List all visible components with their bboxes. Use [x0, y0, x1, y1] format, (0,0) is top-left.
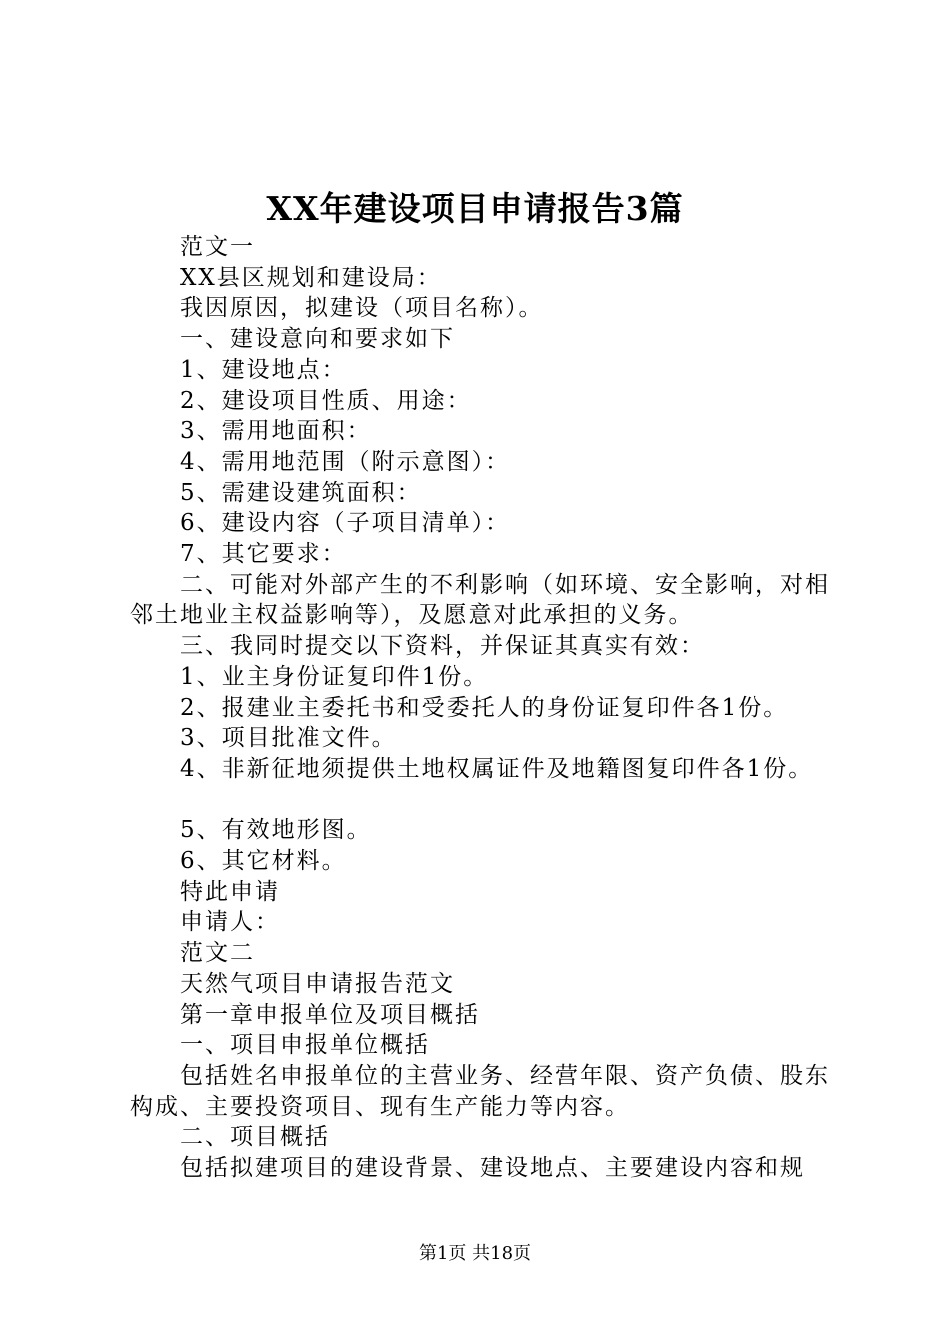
- paragraph: 包括拟建项目的建设背景、建设地点、主要建设内容和规: [180, 1155, 805, 1182]
- paragraph: 4、非新征地须提供土地权属证件及地籍图复印件各1份。: [180, 755, 814, 782]
- paragraph: XX县区规划和建设局：: [180, 264, 442, 291]
- paragraph: 一、建设意向和要求如下: [180, 326, 455, 353]
- paragraph: 6、建设内容（子项目清单）：: [180, 510, 511, 537]
- paragraph: 5、需建设建筑面积：: [180, 479, 422, 506]
- paragraph: 1、业主身份证复印件1份。: [180, 663, 489, 690]
- paragraph: 2、建设项目性质、用途：: [180, 387, 472, 414]
- paragraph: 3、项目批准文件。: [180, 725, 397, 752]
- paragraph: 2、报建业主委托书和受委托人的身份证复印件各1份。: [180, 694, 789, 721]
- paragraph: 包括姓名申报单位的主营业务、经营年限、资产负债、股东构成、主要投资项目、现有生产能力等内容。: [130, 1062, 830, 1120]
- paragraph: 二、可能对外部产生的不利影响（如环境、安全影响，对相邻土地业主权益影响等），及愿意对此承担的义务。: [130, 571, 830, 629]
- paragraph: 7、其它要求：: [180, 541, 347, 568]
- paragraph: 特此申请: [180, 878, 280, 905]
- paragraph: 天然气项目申请报告范文: [180, 970, 455, 997]
- paragraph: 二、项目概括: [180, 1124, 330, 1151]
- paragraph: 4、需用地范围（附示意图）：: [180, 448, 511, 475]
- document-body: [130, 232, 835, 1184]
- paragraph: 申请人：: [180, 909, 280, 936]
- paragraph: 1、建设地点：: [180, 356, 347, 383]
- blank-line: [130, 785, 835, 816]
- paragraph: 范文一: [180, 234, 255, 260]
- document-title: XX年建设项目申请报告3篇: [266, 189, 684, 228]
- paragraph: 5、有效地形图。: [180, 817, 372, 844]
- paragraph: 一、项目申报单位概括: [180, 1032, 430, 1059]
- paragraph: 范文二: [180, 940, 255, 967]
- paragraph: 三、我同时提交以下资料，并保证其真实有效：: [180, 633, 705, 660]
- paragraph: 我因原因，拟建设（项目名称）。: [180, 295, 544, 322]
- paragraph: 6、其它材料。: [180, 848, 347, 875]
- page-footer: 第1页 共18页: [418, 1243, 532, 1264]
- paragraph: 第一章申报单位及项目概括: [180, 1001, 480, 1028]
- paragraph: 3、需用地面积：: [180, 418, 372, 445]
